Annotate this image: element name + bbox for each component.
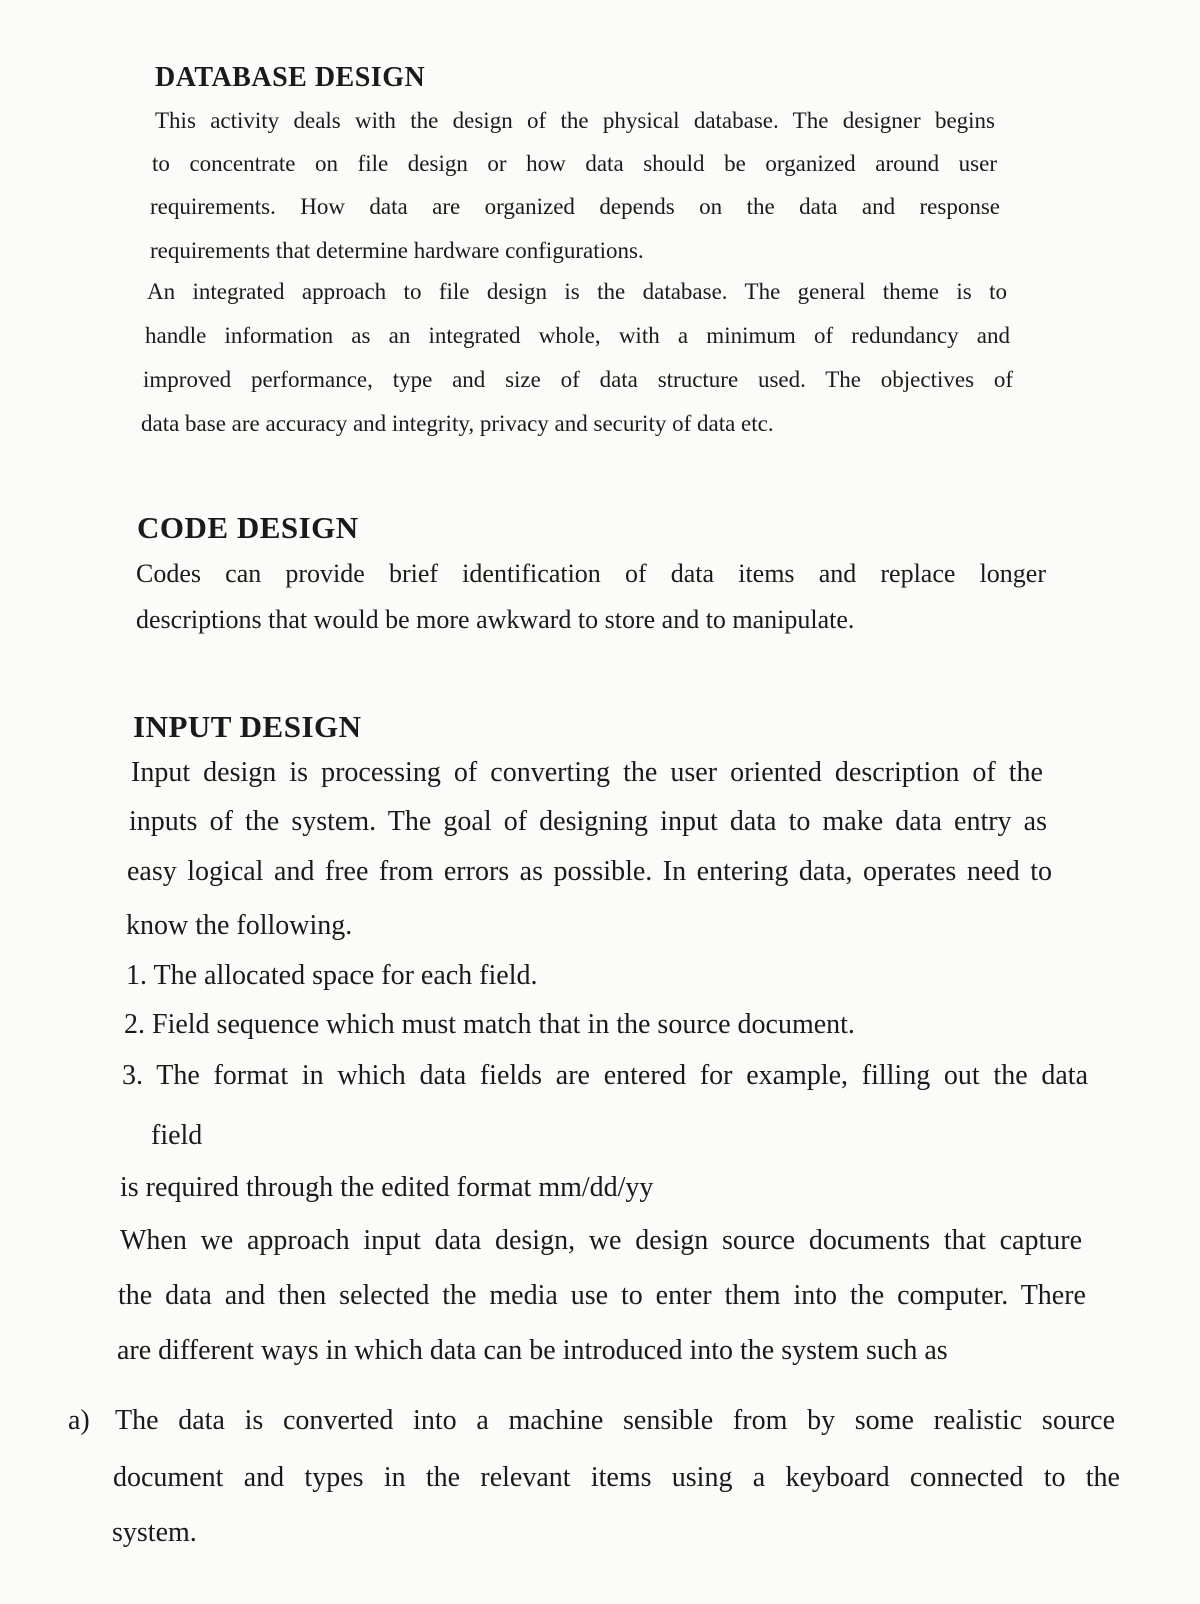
list-item: 1. The allocated space for each field. bbox=[126, 960, 538, 991]
list-item: 3. The format in which data fields are entered for example, filling out the data bbox=[122, 1060, 1088, 1091]
input-design-line: Input design is processing of converting the user oriented description of the bbox=[131, 757, 1043, 788]
list-item-a-line: The data is converted into a machine sensible from by some realistic source bbox=[115, 1405, 1115, 1436]
code-design-heading: CODE DESIGN bbox=[137, 510, 359, 545]
database-design-heading: DATABASE DESIGN bbox=[155, 62, 426, 93]
input-design-line: are different ways in which data can be introduced into the system such as bbox=[117, 1335, 948, 1366]
database-design-line: to concentrate on file design or how data should be organized around user bbox=[152, 151, 997, 176]
input-design-line: know the following. bbox=[126, 910, 353, 941]
database-design-line: improved performance, type and size of data structure used. The objectives of bbox=[143, 367, 1013, 392]
input-design-line: is required through the edited format mm/dd/yy bbox=[120, 1172, 654, 1203]
list-marker: a) bbox=[68, 1405, 90, 1436]
database-design-line: requirements. How data are organized depends on the data and response bbox=[150, 194, 1000, 219]
database-design-line: This activity deals with the design of the physical database. The designer begins bbox=[155, 108, 995, 133]
input-design-line: easy logical and free from errors as possible. In entering data, operates need to bbox=[127, 856, 1052, 887]
list-item-a-line: document and types in the relevant items using a keyboard connected to the bbox=[113, 1462, 1120, 1493]
database-design-line: data base are accuracy and integrity, privacy and security of data etc. bbox=[141, 411, 774, 436]
input-design-line: When we approach input data design, we design source documents that capture bbox=[120, 1225, 1082, 1256]
input-design-line: inputs of the system. The goal of designing input data to make data entry as bbox=[129, 806, 1047, 837]
code-design-line: Codes can provide brief identification of data items and replace longer bbox=[136, 559, 1046, 588]
list-item: field bbox=[151, 1120, 203, 1151]
list-item-a-line: system. bbox=[112, 1517, 197, 1548]
list-item: 2. Field sequence which must match that in the source document. bbox=[124, 1009, 855, 1040]
database-design-line: handle information as an integrated whole, with a minimum of redundancy and bbox=[145, 323, 1010, 348]
input-design-heading: INPUT DESIGN bbox=[133, 709, 362, 744]
database-design-line: requirements that determine hardware configurations. bbox=[150, 238, 644, 263]
code-design-line: descriptions that would be more awkward to store and to manipulate. bbox=[136, 605, 855, 634]
database-design-line: An integrated approach to file design is the database. The general theme is to bbox=[147, 279, 1007, 304]
input-design-line: the data and then selected the media use to enter them into the computer. There bbox=[118, 1280, 1086, 1311]
